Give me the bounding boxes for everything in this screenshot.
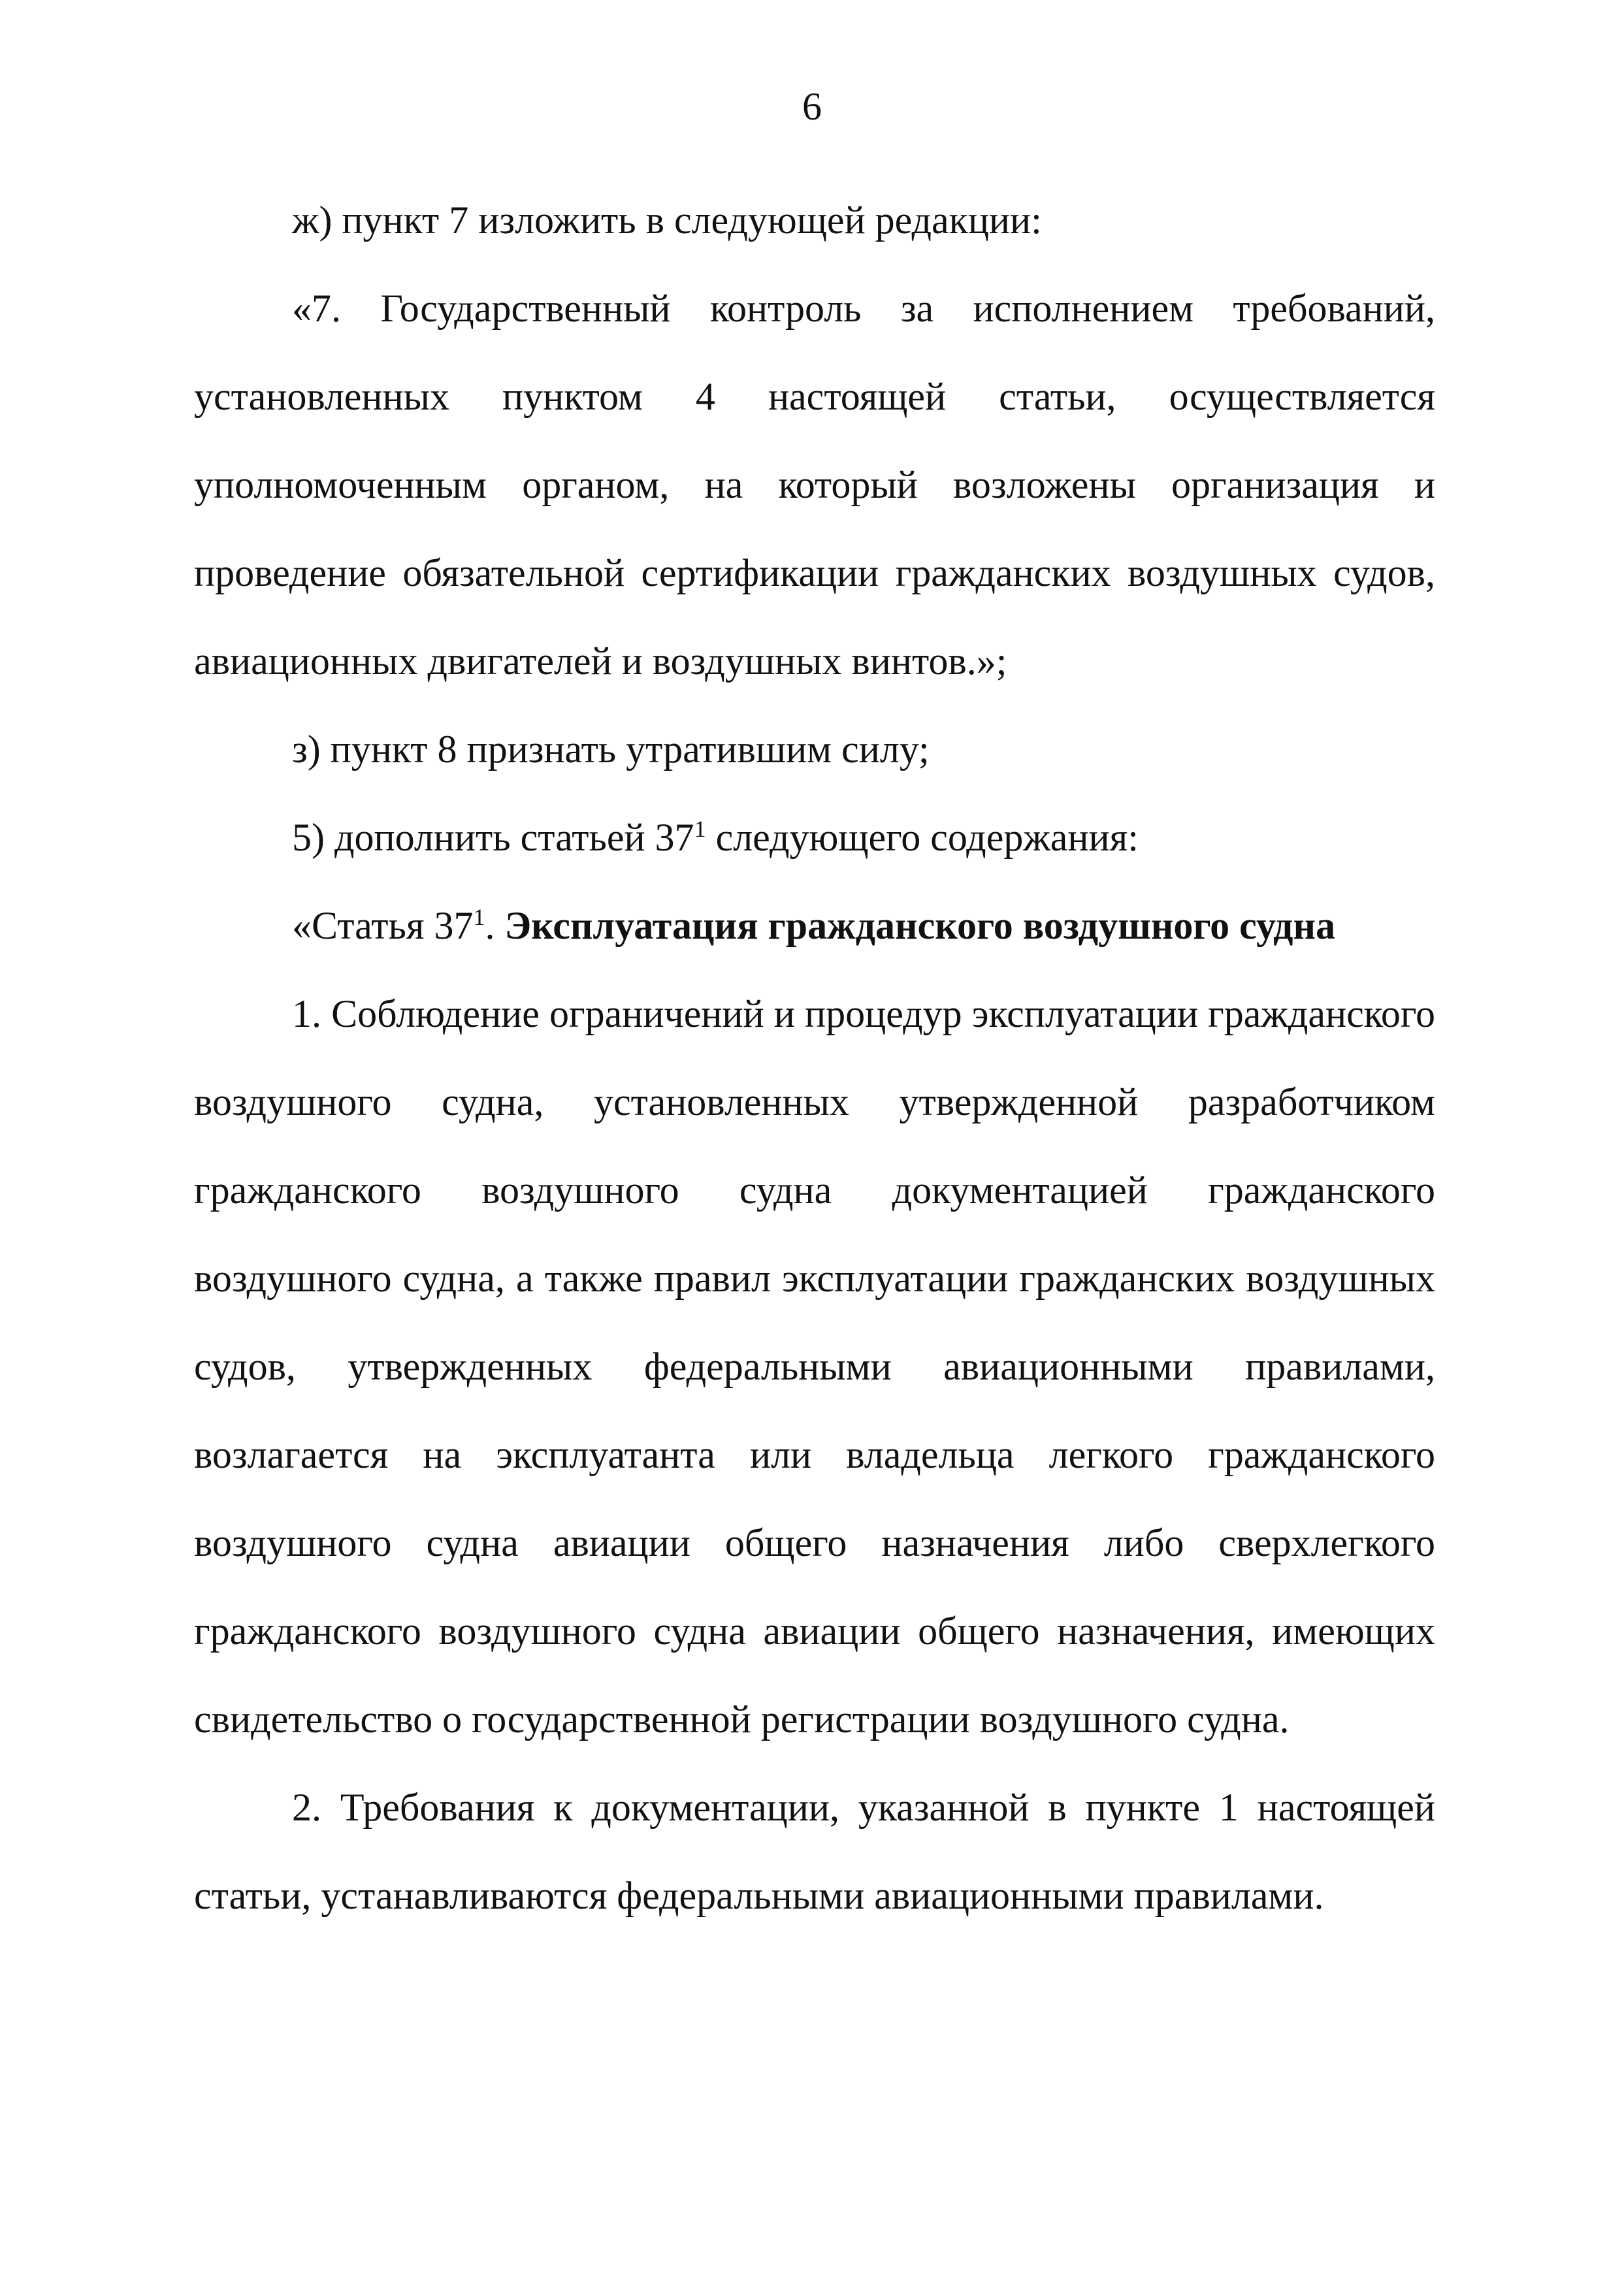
item-5-superscript: 1 [694, 816, 706, 842]
item-5-text-start: 5) дополнить статьей 37 [292, 816, 694, 859]
article-heading-dot: . [485, 904, 505, 947]
article-paragraph-1: 1. Соблюдение ограничений и процедур эксплуатации гражданского воздушного судна, установленных утвержденной разработчиком гражданского воздушного судна документацией гражданского воздушного судна, а также правил эксплуатации гражданских воздушных судов, утвержденных федеральными авиационными правилами, возлагается на эксплуатанта или владельца легкого гражданского воздушного судна авиации общего назначения либо сверхлегкого гражданского воздушного судна авиации общего назначения, имеющих свидетельство о государственной регистрации воздушного судна. [194, 992, 1435, 1741]
article-heading [194, 882, 1435, 970]
item-z-paragraph: з) пункт 8 признать утратившим силу; [292, 728, 930, 771]
item-5-text-end: следующего содержания: [706, 816, 1139, 859]
item-7-text-paragraph: «7. Государственный контроль за исполнением требований, установленных пунктом 4 настоящей статьи, осуществляется уполномоченным органом, на который возложены организация и проведение обязательной сертификации гражданских воздушных судов, авиационных двигателей и воздушных винтов.»; [194, 287, 1435, 683]
article-heading-title: Эксплуатация гражданского воздушного судна [504, 904, 1336, 947]
page-number: 6 [802, 85, 822, 128]
item-5-paragraph [194, 794, 1435, 882]
article-paragraph-2: 2. Требования к документации, указанной в пункте 1 настоящей статьи, устанавливаются федеральными авиационными правилами. [194, 1786, 1435, 1917]
item-zh-paragraph: ж) пункт 7 изложить в следующей редакции: [292, 199, 1042, 242]
article-heading-prefix: «Статья 37 [292, 904, 474, 947]
document-body [194, 176, 1435, 1940]
article-heading-superscript: 1 [473, 904, 485, 930]
